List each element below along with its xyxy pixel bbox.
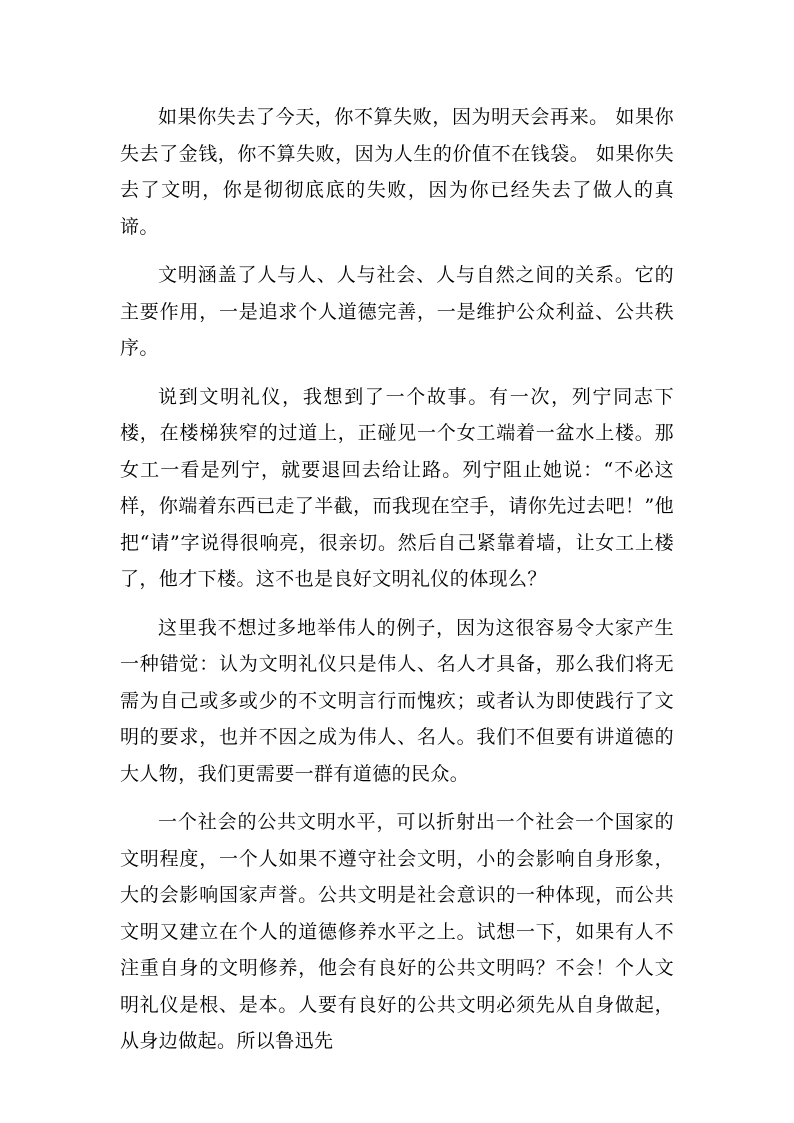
paragraph-3: 说到文明礼仪，我想到了一个故事。有一次，列宁同志下楼，在楼梯狭窄的过道上，正碰见一个女工端着一盆水上楼。那女工一看是列宁，就要退回去给让路。列宁阻止她说：“不必这样，你端着东西已走了半截，而我现在空手，请你先过去吧！”他把“请”字说得很响亮，很亲切。然后自己紧靠着墙，让女工上楼了，他才下楼。这不也是良好文明礼仪的体现么？ (120, 385, 674, 590)
paragraph-1: 如果你失去了今天，你不算失败，因为明天会再来。 如果你失去了金钱，你不算失败，因为人生的价值不在钱袋。 如果你失去了文明，你是彻彻底底的失败，因为你已经失去了做人的真谛。 (120, 106, 674, 238)
paragraph-5: 一个社会的公共文明水平，可以折射出一个社会一个国家的文明程度，一个人如果不遵守社会文明，小的会影响自身形象，大的会影响国家声誉。公共文明是社会意识的一种体现，而公共文明又建立在个人的道德修养水平之上。试想一下，如果有人不注重自身的文明修养，他会有良好的公共文明吗？不会！个人文明礼仪是根、是本。人要有良好的公共文明必须先从自身做起，从身边做起。所以鲁迅先 (120, 811, 674, 1052)
paragraph-4: 这里我不想过多地举伟人的例子，因为这很容易令大家产生一种错觉：认为文明礼仪只是伟人、名人才具备，那么我们将无需为自己或多或少的不文明言行而愧疚；或者认为即使践行了文明的要求，也并不因之成为伟人、名人。我们不但要有讲道德的大人物，我们更需要一群有道德的民众。 (120, 616, 674, 785)
document-body (120, 99, 674, 1072)
paragraph-2: 文明涵盖了人与人、人与社会、人与自然之间的关系。它的主要作用，一是追求个人道德完善，一是维护公众利益、公共秩序。 (120, 264, 674, 359)
